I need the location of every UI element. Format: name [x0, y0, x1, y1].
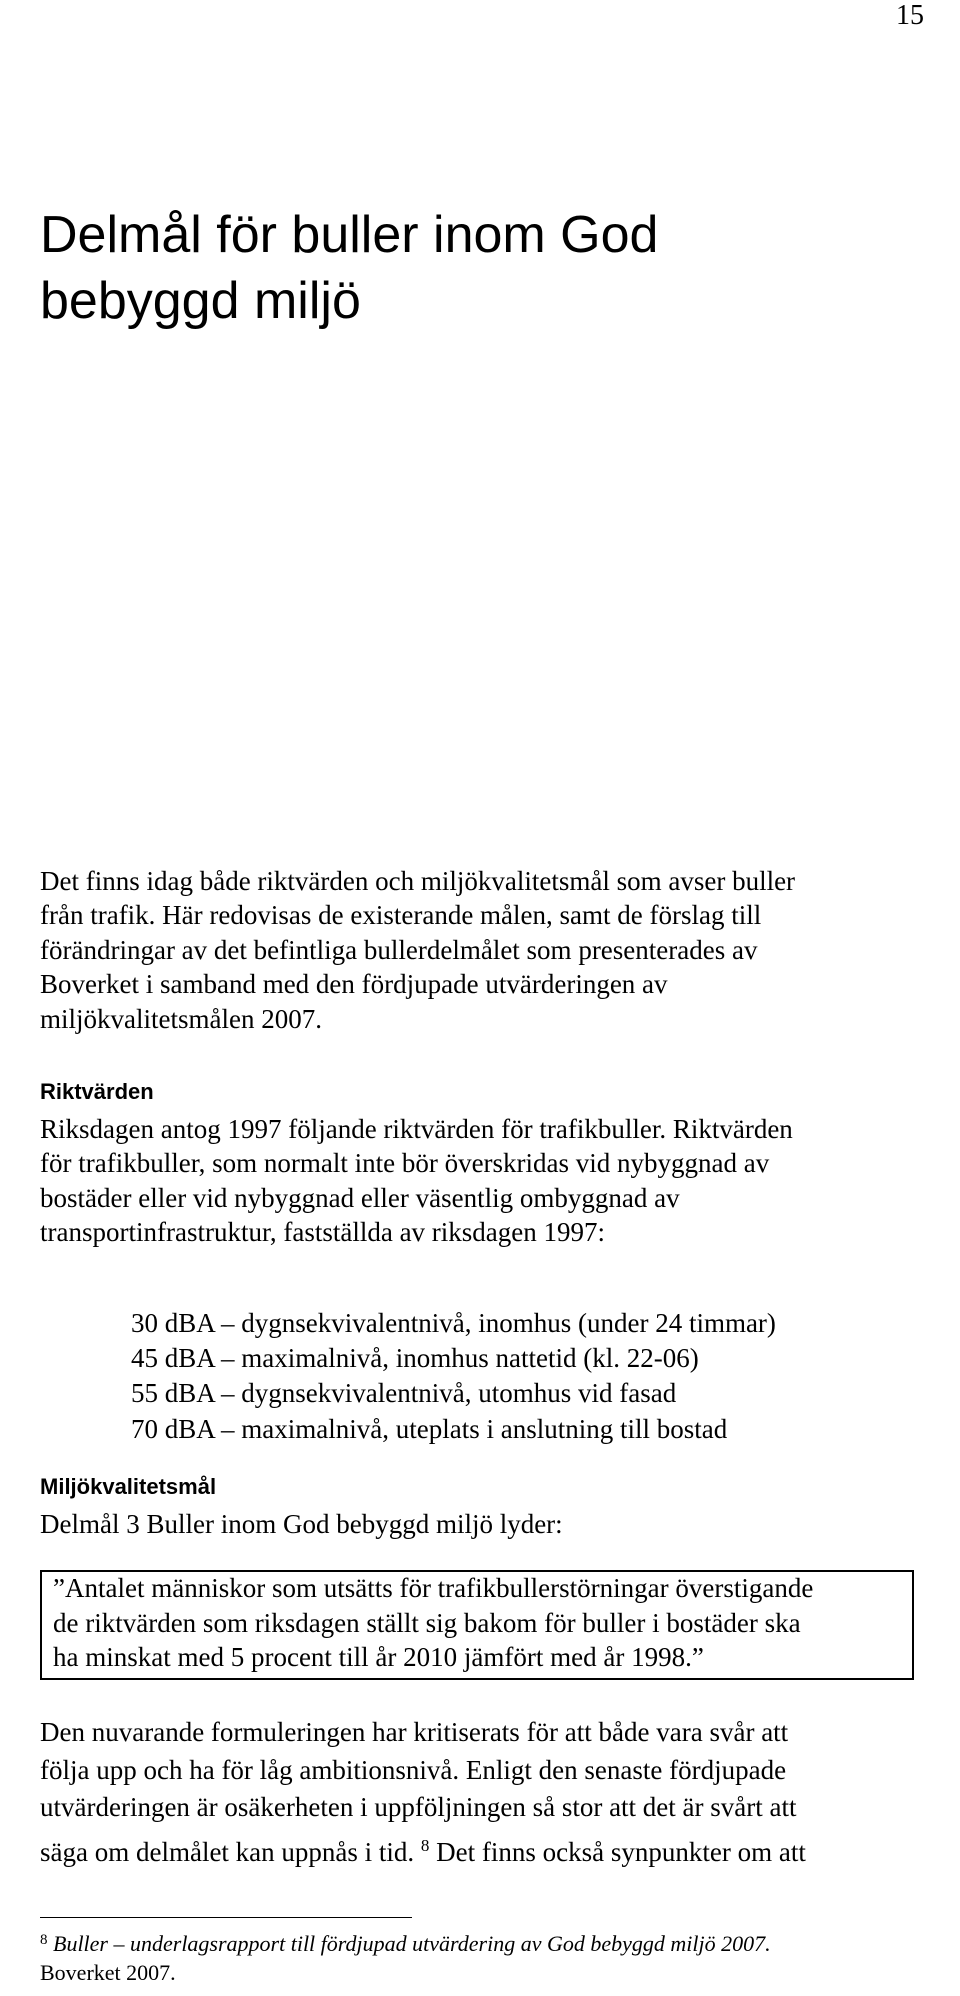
- followup-line: följa upp och ha för låg ambitionsnivå. Enligt den senaste fördjupade: [40, 1754, 787, 1785]
- intro-line: förändringar av det befintliga bullerdelmålet som presenterades av: [40, 934, 758, 965]
- followup-line: [40, 1827, 806, 1872]
- footnote-reference: 8: [420, 1835, 430, 1855]
- noise-limits-list: [131, 1306, 776, 1447]
- delmal-intro: Delmål 3 Buller inom God bebyggd miljö lyder:: [40, 1509, 563, 1539]
- title-line: bebyggd miljö: [40, 272, 361, 330]
- intro-line: miljökvalitetsmålen 2007.: [40, 1003, 322, 1034]
- intro-line: Det finns idag både riktvärden och miljökvalitetsmål som avser buller: [40, 866, 796, 896]
- quote-line: ”Antalet människor som utsätts för trafikbullerstörningar överstigande: [53, 1573, 814, 1603]
- riktvarden-line: för trafikbuller, som normalt inte bör överskridas vid nybyggnad av: [40, 1148, 770, 1179]
- title-line: Delmål för buller inom God: [40, 206, 659, 264]
- noise-limit-item: 30 dBA – dygnsekvivalentnivå, inomhus (under 24 timmar): [131, 1308, 776, 1338]
- noise-limit-item: 55 dBA – dygnsekvivalentnivå, utomhus vid fasad: [131, 1378, 677, 1409]
- riktvarden-paragraph: [40, 1112, 793, 1250]
- quote-line: de riktvärden som riksdagen ställt sig bakom för buller i bostäder ska: [53, 1607, 801, 1638]
- followup-line: utvärderingen är osäkerheten i uppföljningen så stor att det är svårt att: [40, 1792, 797, 1822]
- riktvarden-line: bostäder eller vid nybyggnad eller väsentlig ombyggnad av: [40, 1182, 680, 1213]
- footnote-separator: [40, 1917, 412, 1918]
- riktvarden-line: Riksdagen antog 1997 följande riktvärden för trafikbuller. Riktvärden: [40, 1114, 793, 1144]
- intro-paragraph: [40, 864, 795, 1036]
- footnote: [40, 1929, 771, 1987]
- footnote-line: [40, 1929, 771, 1958]
- riktvarden-line: transportinfrastruktur, fastställda av riksdagen 1997:: [40, 1217, 606, 1248]
- intro-line: från trafik. Här redovisas de existerande målen, samt de förslag till: [40, 900, 762, 931]
- quote-line: ha minskat med 5 procent till år 2010 jämfört med år 1998.”: [53, 1642, 704, 1672]
- noise-limit-item: 70 dBA – maximalnivå, uteplats i anslutning till bostad: [131, 1413, 728, 1444]
- section-heading-miljokvalitetsmal: Miljökvalitetsmål: [40, 1474, 217, 1499]
- followup-text: Det finns också synpunkter om att: [429, 1836, 806, 1867]
- followup-text: säga om delmålet kan uppnås i tid.: [40, 1836, 415, 1867]
- followup-line: Den nuvarande formuleringen har kritiserats för att både vara svår att: [40, 1717, 789, 1747]
- footnote-line: Boverket 2007.: [40, 1960, 176, 1985]
- noise-limit-item: 45 dBA – maximalnivå, inomhus nattetid (kl. 22-06): [131, 1343, 699, 1374]
- page-title: [40, 202, 658, 334]
- followup-paragraph: [40, 1714, 806, 1871]
- section-heading-riktvarden: Riktvärden: [40, 1079, 154, 1104]
- footnote-citation: Buller – underlagsrapport till fördjupad utvärdering av God bebyggd miljö 2007.: [53, 1931, 771, 1956]
- footnote-number: 8: [40, 1932, 48, 1948]
- page-number: 15: [896, 0, 924, 31]
- intro-line: Boverket i samband med den fördjupade utvärderingen av: [40, 969, 668, 1000]
- delmal-quote: [53, 1571, 813, 1675]
